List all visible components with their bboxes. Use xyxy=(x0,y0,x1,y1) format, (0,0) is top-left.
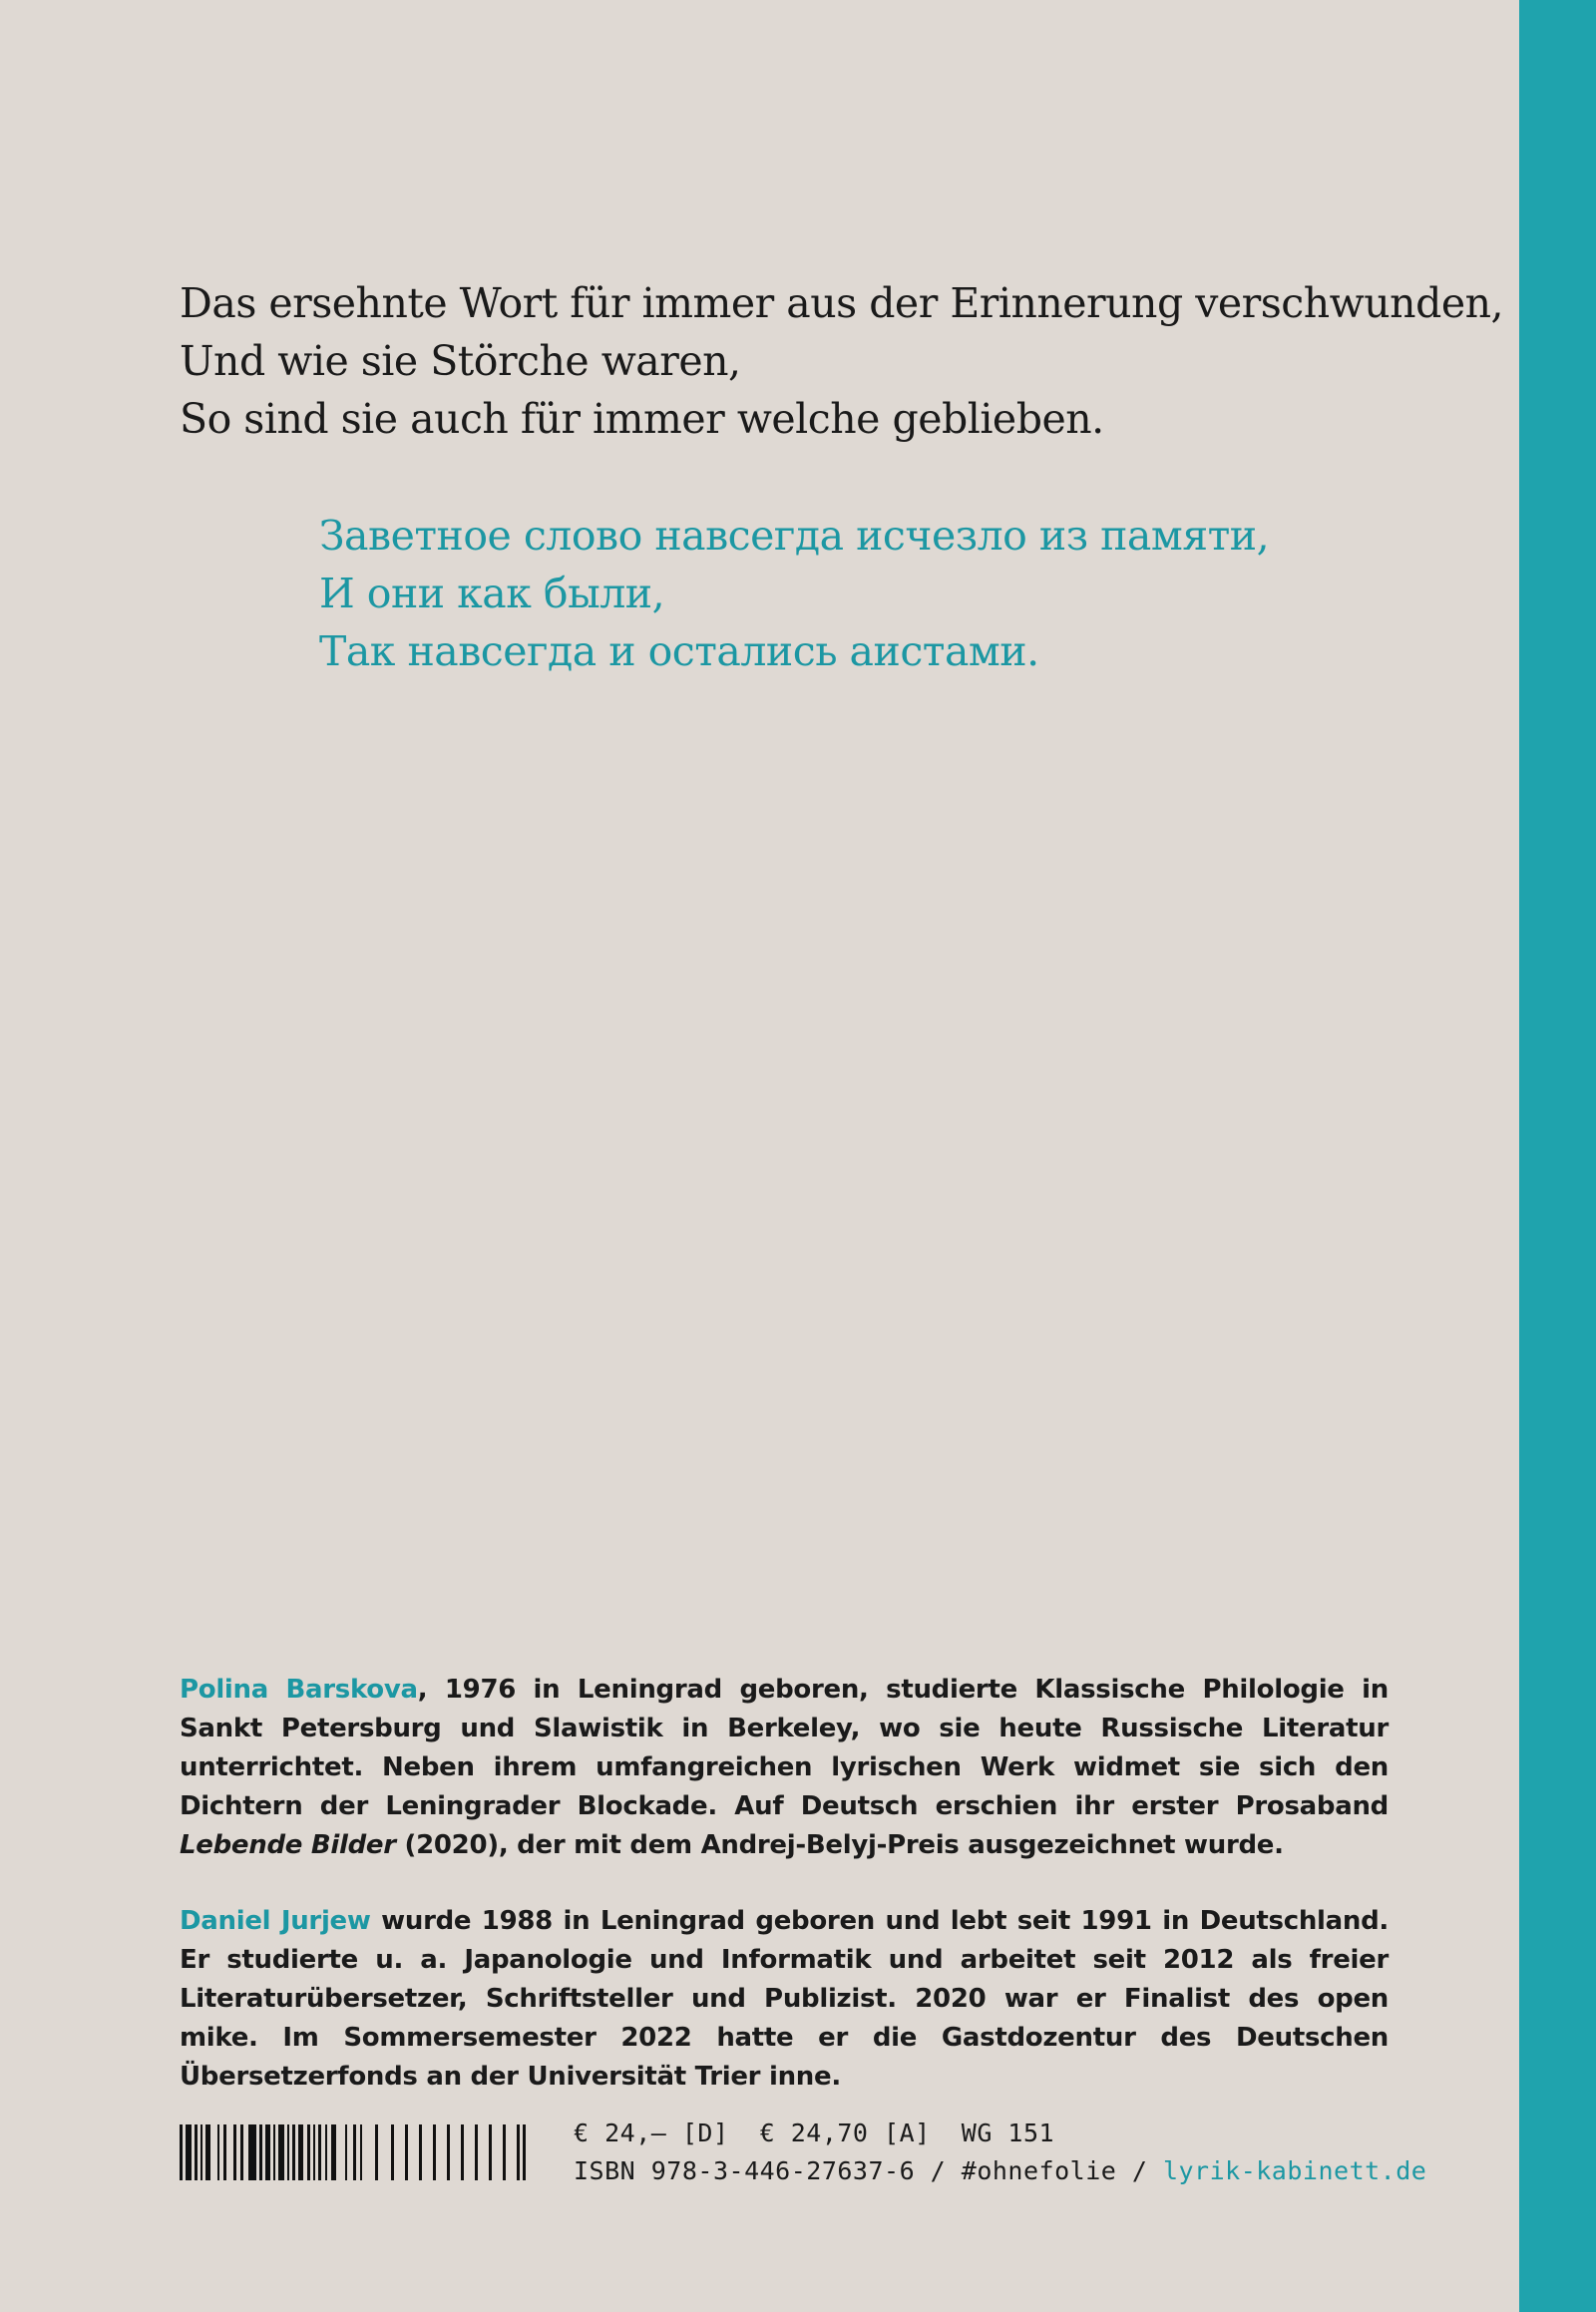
price-line: € 24,– [D] € 24,70 [A] WG 151 xyxy=(574,2119,1055,2147)
poem-russian xyxy=(319,507,1269,680)
book-title: Lebende Bilder xyxy=(180,1830,396,1860)
bio-text: , 1976 in Leningrad geboren, studierte Klassische Philologie in Sankt Petersburg und Slawistik in Berkeley, wo sie heute Russische Literatur unterrichtet. Neben ihrem umfangreichen lyrischen Werk widmet sie sich den Dichtern der Leningrader Blockade. Auf Deutsch erschien ihr erster Prosaband xyxy=(180,1675,1389,1821)
bio-text: (2020), der mit dem Andrej-Belyj-Preis ausgezeichnet wurde. xyxy=(395,1830,1284,1860)
isbn-line xyxy=(574,2152,1426,2190)
website-link[interactable]: lyrik-kabinett.de xyxy=(1162,2156,1427,2185)
price-info xyxy=(574,2115,1426,2190)
poem-line: Und wie sie Störche waren, xyxy=(180,337,741,385)
barcode-icon xyxy=(180,2124,527,2180)
poem-line: И они как были, xyxy=(319,570,665,617)
translator-bio xyxy=(180,1902,1389,2097)
author-bio xyxy=(180,1671,1389,1865)
cover-spine-accent xyxy=(1519,0,1596,2312)
poem-german xyxy=(180,274,1503,448)
translator-name: Daniel Jurjew xyxy=(180,1906,371,1936)
poem-line: Так навсегда и остались аистами. xyxy=(319,627,1039,675)
poem-line: Das ersehnte Wort für immer aus der Erinnerung verschwunden, xyxy=(180,279,1504,327)
author-name: Polina Barskova xyxy=(180,1675,418,1705)
poem-line: So sind sie auch für immer welche geblieben. xyxy=(180,395,1104,443)
isbn-text: ISBN 978-3-446-27637-6 / #ohnefolie / xyxy=(574,2156,1163,2185)
bio-text: wurde 1988 in Leningrad geboren und lebt seit 1991 in Deutschland. Er studierte u. a. Japanologie und Informatik und arbeitet seit 2012 als freier Literaturübersetzer, Schriftsteller und Publizist. 2020 war er Finalist des open mike. Im Sommersemester 2022 hatte er die Gastdozentur des Deutschen Übersetzerfonds an der Universität Trier inne. xyxy=(180,1906,1389,2092)
poem-line: Заветное слово навсегда исчезло из памяти, xyxy=(319,512,1270,560)
